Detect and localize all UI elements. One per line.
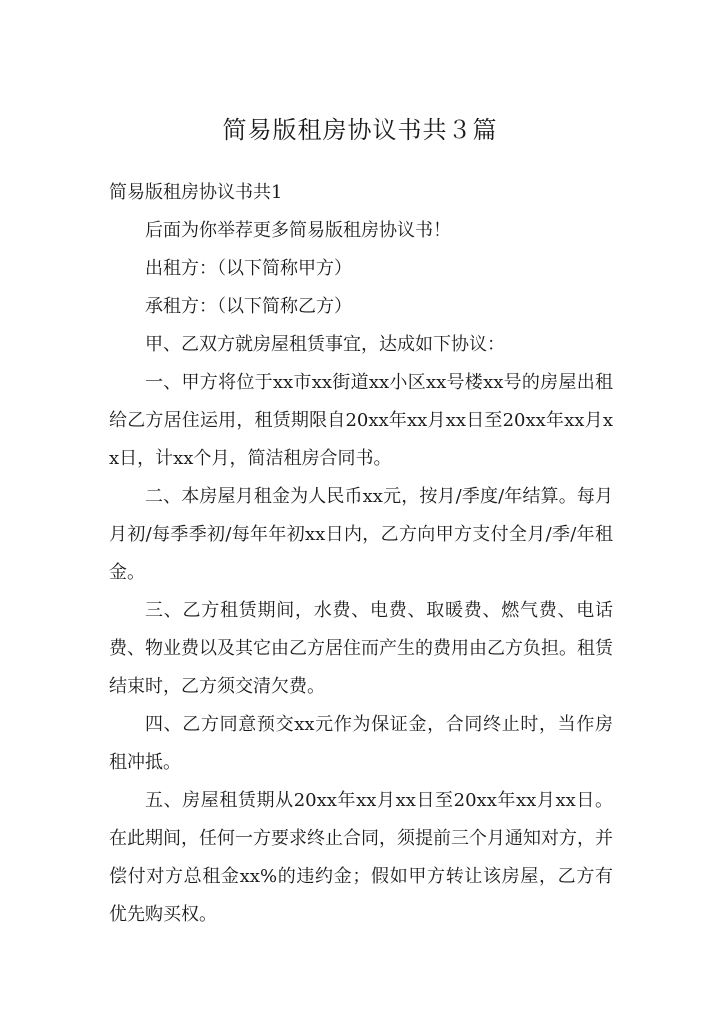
document-body	[109, 212, 613, 934]
clause-3-paragraph: 三、乙方租赁期间，水费、电费、取暖费、燃气费、电话费、物业费以及其它由乙方居住而产生的费用由乙方负担。租赁结束时，乙方须交清欠费。	[109, 600, 613, 697]
clause-2-paragraph: 二、本房屋月租金为人民币xx元，按月/季度/年结算。每月月初/每季季初/每年年初xx日内，乙方向甲方支付全月/季/年租金。	[109, 486, 613, 583]
document-title: 简易版租房协议书共３篇	[222, 116, 498, 144]
agreement-intro-paragraph: 甲、乙双方就房屋租赁事宜，达成如下协议：	[145, 334, 505, 355]
clause-5-paragraph: 五、房屋租赁期从20xx年xx月xx日至20xx年xx月xx日。在此期间，任何一方要求终止合同，须提前三个月通知对方，并偿付对方总租金xx%的违约金；假如甲方转让该房屋，乙方有优先购买权。	[109, 790, 613, 925]
intro-paragraph: 后面为你举荐更多简易版租房协议书！	[145, 220, 451, 241]
clause-1-paragraph: 一、甲方将位于xx市xx街道xx小区xx号楼xx号的房屋出租给乙方居住运用，租赁期限自20xx年xx月xx日至20xx年xx月xx日，计xx个月，简洁租房合同书。	[109, 372, 613, 469]
document-subtitle: 简易版租房协议书共1	[109, 182, 283, 203]
clause-4-paragraph: 四、乙方同意预交xx元作为保证金，合同终止时，当作房租冲抵。	[109, 714, 613, 773]
lessee-line: 承租方：（以下简称乙方）	[145, 296, 352, 317]
lessor-line: 出租方：（以下简称甲方）	[145, 258, 352, 279]
